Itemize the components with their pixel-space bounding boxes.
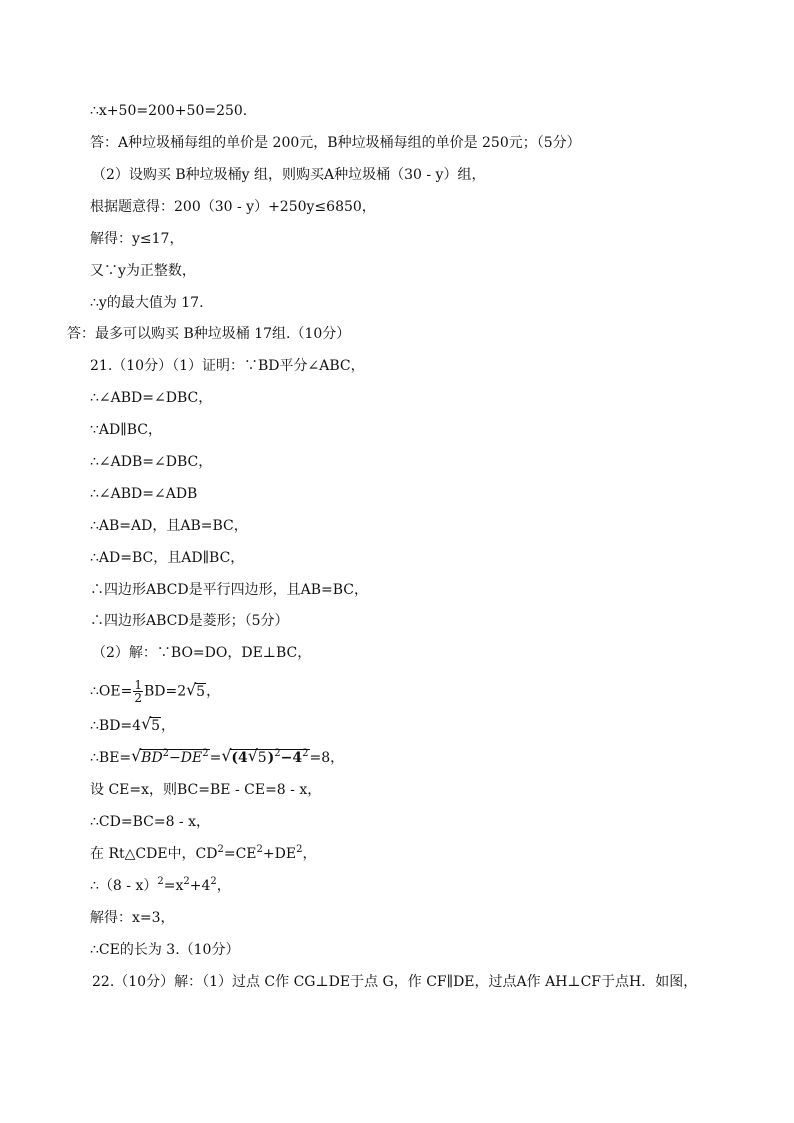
text-line-14: ∴AB=AD，且AB=BC， [90, 518, 248, 534]
exp-x: 2 [183, 876, 190, 887]
eq-oe-prefix: ∴OE= [90, 683, 133, 700]
text-line-17: ∴四边形ABCD是菱形；（5分） [90, 613, 289, 629]
minus-4: −4 [280, 750, 303, 766]
equation-pythag [90, 844, 316, 864]
eq-8x-x: =x [163, 878, 184, 894]
text-line-15: ∴AD=BC，且AD∥BC， [90, 550, 245, 566]
text-line-23: ∴CD=BC=8 - x， [90, 814, 210, 830]
text-line-4: 根据题意得：200（30 - y）+250y≤6850， [90, 199, 376, 215]
exp-8x: 2 [157, 876, 164, 887]
equation-8-x [90, 876, 231, 896]
eq-rt-prefix: 在 Rt△CDE中，CD [90, 846, 218, 862]
text-line-27: ∴CE的长为 3.（10分） [90, 942, 240, 958]
text-line-26: 解得：x=3， [90, 910, 175, 926]
sqrt-inner-5: √ 5 [247, 746, 267, 766]
text-line-11: ∵AD∥BC， [90, 422, 162, 438]
sqrt-radicand: 5 [196, 683, 206, 700]
text-line-9: 21.（10分）（1）证明：∵BD平分∠ABC， [90, 358, 365, 374]
eq-oe-rest: BD=2 [143, 683, 187, 700]
eq-bd-prefix: ∴BD=4 [90, 718, 142, 734]
text-line-3: （2）设购买 B种垃圾桶y 组，则购买A种垃圾桶（30 - y）组， [92, 167, 486, 183]
frac-numerator: 1 [134, 678, 142, 692]
exp-cd: 2 [217, 844, 224, 855]
text-line-13: ∴∠ABD=∠ADB [90, 486, 198, 502]
exp-4: 2 [210, 876, 217, 887]
text-line-6: 又∵y为正整数， [90, 263, 196, 279]
term-4: (4 [231, 750, 248, 766]
text-line-28: 22.（10分）解：（1）过点 C作 CG⊥DE于点 G，作 CF∥DE，过点A作 AH⊥CF于点H．如图， [92, 974, 698, 990]
sqrt-5: √ 5 [186, 679, 206, 700]
eq-8x-end: ， [216, 878, 231, 894]
frac-denominator: 2 [134, 691, 142, 705]
text-line-8: 答：最多可以购买 B种垃圾桶 17组.（10分） [67, 326, 351, 342]
equation-bd: ∴BD=4 √ 5， [90, 714, 175, 734]
eq-8x-prefix: ∴（8 - x） [90, 878, 158, 894]
text-line-16: ∴四边形ABCD是平行四边形，且AB=BC， [90, 582, 368, 598]
minus-sign: − [169, 750, 181, 766]
term-bd: BD [141, 750, 163, 766]
text-line-5: 解得：y≤17， [90, 231, 184, 247]
text-line-7: ∴y的最大值为 17. [90, 295, 204, 311]
sqrt-radicand-b: 5 [151, 718, 160, 734]
exp-de: 2 [296, 844, 303, 855]
sqrt-5-b: √ 5 [141, 714, 160, 734]
exp-2d: 2 [302, 748, 309, 759]
equation-oe: ∴OE= $\frac{1}{2}$ BD=2 √ 5， [90, 678, 221, 705]
exp-2c: 2 [274, 748, 281, 759]
text-line-2: 答：A种垃圾桶每组的单价是 200元，B种垃圾桶每组的单价是 250元；（5分） [90, 135, 581, 151]
equation-be [90, 748, 344, 768]
fraction-one-half [133, 679, 143, 704]
close-paren: ) [267, 750, 275, 766]
eq-rt-end: ， [302, 846, 317, 862]
eq-be-prefix: ∴BE= [90, 750, 132, 766]
text-line-12: ∴∠ADB=∠DBC， [90, 454, 213, 470]
eq-be-result: =8， [309, 750, 345, 766]
text-line-18: （2）解：∵BO=DO，DE⊥BC， [92, 645, 312, 661]
text-line-1: ∴x+50=200+50=250. [90, 103, 248, 119]
eq-rt-ce: =CE [223, 846, 257, 862]
exp-ce: 2 [256, 844, 263, 855]
sqrt-4sqrt5: √ (4 √ $5)^2-4^2$ [221, 746, 309, 766]
text-line-22: 设 CE=x，则BC=BE - CE=8 - x， [90, 782, 322, 798]
term-de: DE [180, 750, 203, 766]
text-line-10: ∴∠ABD=∠DBC， [90, 390, 213, 406]
exp-2b: 2 [202, 748, 209, 759]
equals-sign: = [209, 750, 222, 766]
sqrt-bd-de: √ $BD^2-DE^2$ [131, 746, 209, 766]
exp-2: 2 [162, 748, 170, 759]
sqrt-inner-radicand: 5 [257, 750, 267, 766]
eq-rt-de: +DE [262, 846, 297, 862]
eq-8x-4: +4 [189, 878, 211, 894]
